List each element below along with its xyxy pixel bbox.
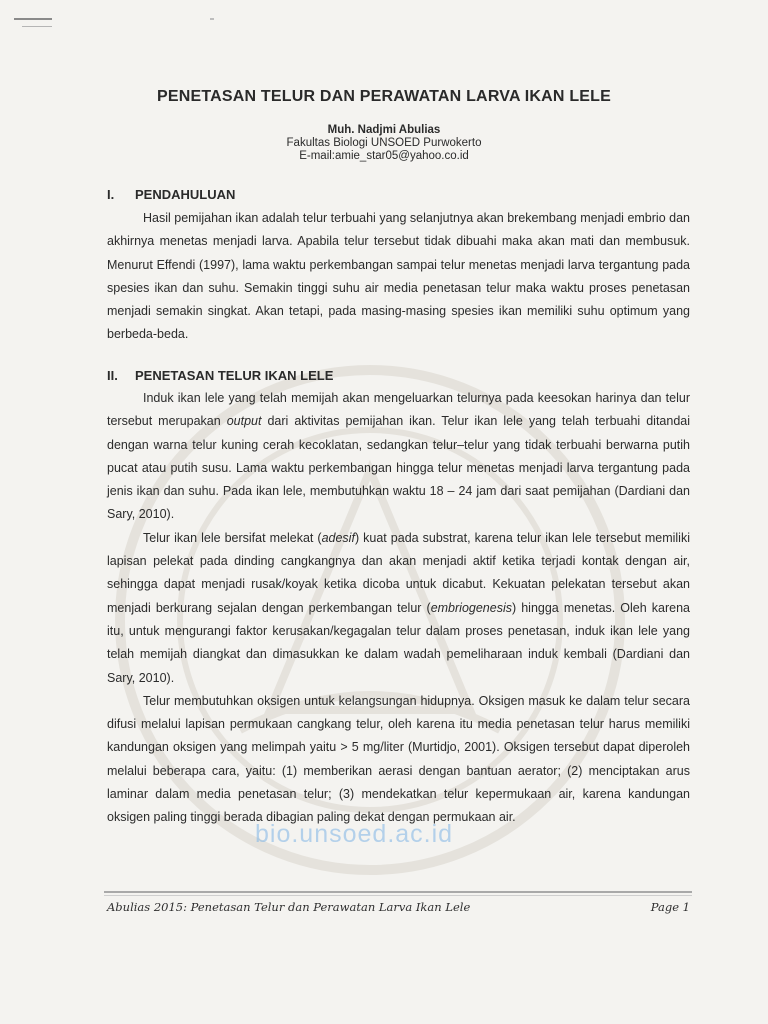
section-body-pendahuluan <box>107 207 690 347</box>
paragraph: Induk ikan lele yang telah memijah akan mengeluarkan telurnya pada keesokan harinya dan telur tersebut merupakan output dari aktivitas pemijahan ikan. Telur ikan lele yang telah terbuahi ditandai dengan warna telur kuning cerah kecoklatan, sedangkan telur–telur yang tidak terbuahi berwarna putih pucat atau putih susu. Lama waktu perkembangan hingga telur menetas menjadi larva tergantung pada jenis ikan dan suhu. Pada ikan lele, membutuhkan waktu 18 – 24 jam dari saat pemijahan (Dardiani dan Sary, 2010). <box>107 391 690 522</box>
section-heading-penetasan <box>107 368 333 383</box>
author-email: E-mail:amie_star05@yahoo.co.id <box>299 150 469 162</box>
footer-divider <box>104 891 692 893</box>
url-watermark: bio.unsoed.ac.id <box>255 820 454 848</box>
author-affiliation: Fakultas Biologi UNSOED Purwokerto <box>286 137 482 149</box>
section-number: II. <box>107 368 118 383</box>
scan-speck <box>210 18 214 20</box>
author-name: Muh. Nadjmi Abulias <box>327 124 441 136</box>
paper-title: PENETASAN TELUR DAN PERAWATAN LARVA IKAN LELE <box>156 88 612 105</box>
running-footer: Abulias 2015: Penetasan Telur dan Perawatan Larva Ikan Lele <box>107 900 471 914</box>
page-number: Page 1 <box>650 900 690 914</box>
paragraph: Hasil pemijahan ikan adalah telur terbuahi yang selanjutnya akan brekembang menjadi embrio dan akhirnya menetas menjadi larva. Apabila telur tersebut tidak dibuahi maka akan mati dan membusuk. Menurut Effendi (1997), lama waktu perkembangan sampai telur menetas menjadi larva tergantung pada spesies ikan dan suhu. Semakin tinggi suhu air media penetasan telur maka waktu proses penetasan menjadi semakin singkat. Akan tetapi, pada masing-masing spesies ikan memiliki suhu optimum yang berbeda-beda. <box>107 211 690 342</box>
section-body-penetasan <box>107 387 690 830</box>
paragraph: Telur ikan lele bersifat melekat (adesif) kuat pada substrat, karena telur ikan lele tersebut memiliki lapisan pelekat pada dinding cangkangnya dan akan menjadi aktif ketika terjadi kontak dengan air, sehingga dapat menjadi rusak/koyak ketika dicoba untuk dicabut. Kekuatan pelekatan tersebut akan menjadi berkurang sejalan dengan perkembangan telur (embriogenesis) hingga menetas. Oleh karena itu, untuk mengurangi faktor kerusakan/kegagalan telur dalam proses penetasan, induk ikan lele yang telah memijah diangkat dan dimasukkan ke dalam wadah pemeliharaan induk kembali (Dardiani dan Sary, 2010). <box>107 530 691 685</box>
paragraph: Telur membutuhkan oksigen untuk kelangsungan hidupnya. Oksigen masuk ke dalam telur secara difusi melalui lapisan permukaan cangkang telur, oleh karena itu media penetasan telur harus memiliki kandungan oksigen yang melimpah yaitu > 5 mg/liter (Murtidjo, 2001). Oksigen tersebut dapat diperoleh melalui beberapa cara, yaitu: (1) memberikan aerasi dengan bantuan aerator; (2) menciptakan arus laminar dalam media penetasan telur; (3) mendekatkan telur kepermukaan air, karena kandungan oksigen paling tinggi berada dibagian paling dekat dengan permukaan air. <box>107 693 690 825</box>
section-title: PENDAHULUAN <box>135 187 236 202</box>
footer-divider-thin <box>104 895 692 896</box>
section-title: PENETASAN TELUR IKAN LELE <box>135 368 334 383</box>
scan-artifact <box>14 12 54 36</box>
section-heading-pendahuluan <box>107 187 235 202</box>
section-number: I. <box>107 187 115 202</box>
